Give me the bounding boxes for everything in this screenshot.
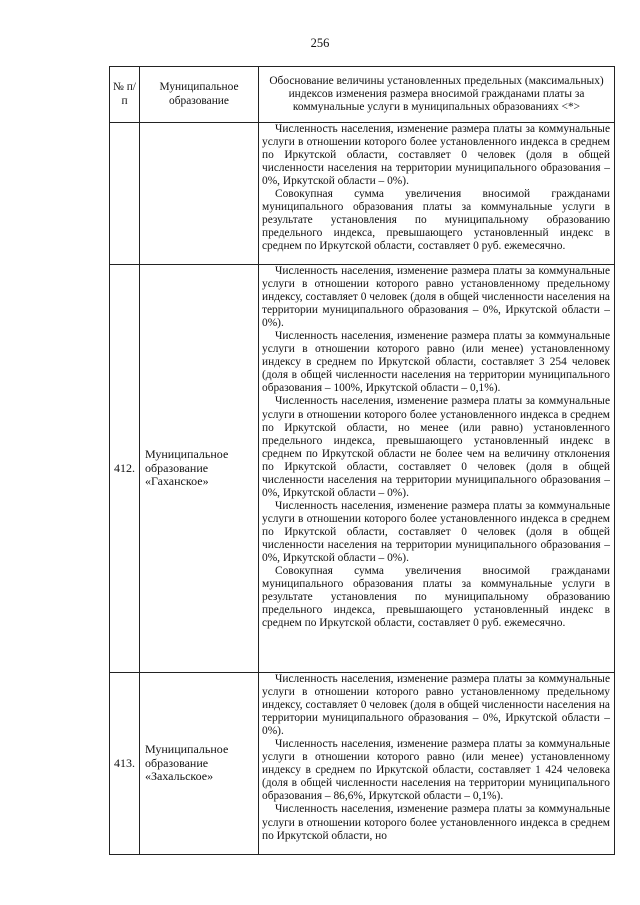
justification-paragraph: Совокупная сумма увеличения вносимой гражданами муниципального образования платы за коммунальные услуги в результате установления по муниципальному образованию предельного индекса, превышающего установленный индекс в среднем по Иркутской области, составляет 0 руб. ежемесячно. — [262, 188, 610, 253]
justification-paragraph: Численность населения, изменение размера платы за коммунальные услуги в отношении которого более установленного индекса в среднем по Иркутской области, составляет 0 человек (доля в общей численности населения на территории муниципального образования – 0%, Иркутской области – 0%). — [262, 123, 610, 188]
municipality-name: Муниципальное образование «Гаханское» — [140, 265, 259, 673]
header-municipality: Муниципальное образование — [140, 67, 259, 123]
table-row — [110, 265, 615, 673]
justification-paragraph: Численность населения, изменение размера платы за коммунальные услуги в отношении которого более установленного индекса в среднем по Иркутской области, но менее (или равно) установленного предельного индекса, превышающего установленный индекс в среднем по Иркутской области не более чем на величину отклонения по Иркутской области, составляет 0 человек (доля в общей численности населения на территории муниципального образования – 0%, Иркутской области – 0%). — [262, 395, 610, 499]
index-justification-table — [109, 66, 615, 855]
row-number: 413. — [110, 673, 140, 855]
row-number — [110, 123, 140, 265]
table-row — [110, 123, 615, 265]
header-justification: Обоснование величины установленных предельных (максимальных) индексов изменения размера вносимой гражданами платы за коммунальные услуги в муниципальных образованиях <*> — [259, 67, 615, 123]
justification-cell — [259, 673, 615, 855]
justification-cell — [259, 265, 615, 673]
justification-paragraph: Численность населения, изменение размера платы за коммунальные услуги в отношении которого равно установленному предельному индексу, составляет 0 человек (доля в общей численности населения на территории муниципального образования – 0%, Иркутской области – 0%). — [262, 265, 610, 330]
table-row — [110, 673, 615, 855]
row-number: 412. — [110, 265, 140, 673]
municipality-name — [140, 123, 259, 265]
justification-paragraph: Численность населения, изменение размера платы за коммунальные услуги в отношении которого равно (или менее) установленному индексу в среднем по Иркутской области, составляет 1 424 человека (доля в общей численности населения на территории муниципального образования – 86,6%, Иркутской области – 0,1%). — [262, 738, 610, 803]
justification-paragraph: Численность населения, изменение размера платы за коммунальные услуги в отношении которого более установленного индекса в среднем по Иркутской области, составляет 0 человек (доля в общей численности населения на территории муниципального образования – 0%, Иркутской области – 0%). — [262, 499, 610, 565]
justification-paragraph: Численность населения, изменение размера платы за коммунальные услуги в отношении которого более установленного индекса в среднем по Иркутской области, но — [262, 803, 610, 842]
justification-paragraph: Совокупная сумма увеличения вносимой гражданами муниципального образования платы за коммунальные услуги в результате установления по муниципальному образованию предельного индекса, превышающего установленный индекс в среднем по Иркутской области, составляет 0 руб. ежемесячно. — [262, 565, 610, 630]
header-num: № п/п — [110, 67, 140, 123]
page-number: 256 — [310, 36, 330, 50]
justification-cell — [259, 123, 615, 265]
table-header-row — [110, 67, 615, 123]
justification-paragraph: Численность населения, изменение размера платы за коммунальные услуги в отношении которого равно установленному предельному индексу, составляет 0 человек (доля в общей численности населения на территории муниципального образования – 0%, Иркутской области – 0%). — [262, 673, 610, 738]
justification-paragraph: Численность населения, изменение размера платы за коммунальные услуги в отношении которого равно (или менее) установленному индексу в среднем по Иркутской области, составляет 3 254 человек (доля в общей численности населения на территории муниципального образования – 100%, Иркутской области – 0,1%). — [262, 330, 610, 395]
municipality-name: Муниципальное образование «Захальское» — [140, 673, 259, 855]
